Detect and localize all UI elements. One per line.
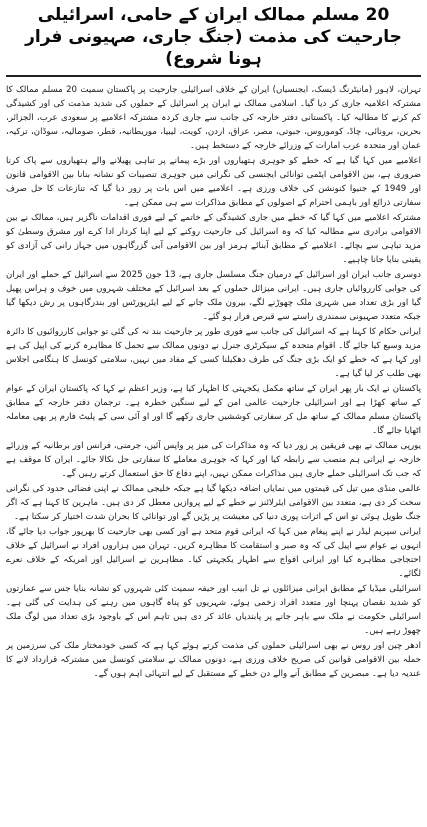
article-paragraph: اعلامیے میں کہا گیا ہے کہ خطے کو جوہری ہتھیاروں اور بڑے پیمانے پر تباہی پھیلانے والے ہتھیاروں سے پاک کرنا ضروری ہے، بین الاقوامی ایٹمی توانائی ایجنسی کی نگرانی میں جوہری تنصیبات کو نشانہ بنانا بین الاقوامی قانون اور 1949 کے جنیوا کنونشن کی خلاف ورزی ہے۔ اعلامیے میں اس بات پر زور دیا گیا کہ تنازعات کا حل صرف سفارتی ذرائع اور باہمی احترام کے اصولوں کے مطابق مذاکرات سے ہی ممکن ہے۔ [6,156,421,208]
article-paragraph: اسرائیلی میڈیا کے مطابق ایرانی میزائلوں نے تل ابیب اور حیفہ سمیت کئی شہروں کو نشانہ بنایا جس سے عمارتوں کو شدید نقصان پہنچا اور متعدد افراد زخمی ہوئے، شہریوں کو پناہ گاہوں میں رہنے کی ہدایت کی گئی ہے۔ اسرائیلی حکومت نے ملک سے باہر جانے پر پابندیاں عائد کر دی ہیں تاہم اس کے باوجود بڑی تعداد میں لوگ ملک چھوڑ رہے ہیں۔ [6,584,421,636]
article-paragraph: ادھر چین اور روس نے بھی اسرائیلی حملوں کی مذمت کرتے ہوئے کہا ہے کہ کسی خودمختار ملک کی سرزمین پر حملہ بین الاقوامی قوانین کی صریح خلاف ورزی ہے، دونوں ممالک نے سلامتی کونسل میں مشترکہ قرارداد لانے کا عندیہ دیا ہے۔ مبصرین کے مطابق آنے والے دن خطے کے مستقبل کے لیے انتہائی اہم ہوں گے۔ [6,641,421,679]
article-body [6,83,421,827]
article-paragraph: ایرانی حکام کا کہنا ہے کہ اسرائیل کی جانب سے فوری طور پر جارحیت بند نہ کی گئی تو جوابی کارروائیوں کا دائرہ مزید وسیع کیا جائے گا۔ اقوام متحدہ کے سیکرٹری جنرل نے دونوں ممالک سے تحمل کا مظاہرہ کرنے کی اپیل کی ہے اور کہا ہے کہ خطے کو ایک بڑی جنگ کی طرف دھکیلنا کسی کے مفاد میں نہیں، سلامتی کونسل کا ہنگامی اجلاس بھی طلب کر لیا گیا ہے۔ [6,327,421,379]
article-paragraph: دوسری جانب ایران اور اسرائیل کے درمیان جنگ مسلسل جاری ہے، 13 جون 2025 سے اسرائیل کے حملے اور ایران کی جوابی کارروائیاں جاری ہیں۔ ایرانی میزائل حملوں کے بعد اسرائیل کے مختلف شہروں میں خوف و ہراس پھیل گیا اور بڑی تعداد میں شہری ملک چھوڑنے لگے، بیرون ملک جانے کے لیے ایئرپورٹس اور بندرگاہوں پر رش دیکھا گیا جبکہ متعدد صہیونی سمندری راستے سے قبرص فرار ہو گئے۔ [6,270,421,322]
article-paragraph: پاکستان نے ایک بار پھر ایران کے ساتھ مکمل یکجہتی کا اظہار کیا ہے، وزیر اعظم نے کہا کہ پاکستان ایران کے عوام کے ساتھ کھڑا ہے اور اسرائیلی جارحیت عالمی امن کے لیے سنگین خطرہ ہے۔ ترجمان دفتر خارجہ کے مطابق پاکستان مسلم ممالک کے ساتھ مل کر سفارتی کوششیں جاری رکھے گا اور او آئی سی کے پلیٹ فارم پر بھی معاملہ اٹھایا جائے گا۔ [6,384,421,436]
article-paragraph: تہران، لاہور (مانیٹرنگ ڈیسک، ایجنسیاں) ایران کے خلاف اسرائیلی جارحیت پر پاکستان سمیت 20 مسلم ممالک کا مشترکہ اعلامیہ جاری کر دیا گیا۔ اسلامی ممالک نے ایران پر اسرائیل کے حملوں کی شدید مذمت کی اور کشیدگی کم کرنے کا مطالبہ کیا۔ پاکستانی دفتر خارجہ کی جانب سے جاری کردہ مشترکہ اعلامیے پر سعودی عرب، الجزائر، بحرین، برونائی، چاڈ، کوموروس، جبوتی، مصر، عراق، اردن، کویت، لیبیا، موریطانیہ، قطر، صومالیہ، سوڈان، ترکیہ، عمان اور متحدہ عرب امارات کے وزرائے خارجہ کے دستخط ہیں۔ [6,85,421,151]
article-paragraph: عالمی منڈی میں تیل کی قیمتوں میں نمایاں اضافہ دیکھا گیا ہے جبکہ خلیجی ممالک نے اپنی فضائی حدود کی نگرانی سخت کر دی ہے، متعدد بین الاقوامی ایئرلائنز نے خطے کے لیے پروازیں معطل کر دی ہیں۔ ماہرین کا کہنا ہے کہ اگر جنگ طویل ہوئی تو اس کے اثرات پوری دنیا کی معیشت پر پڑیں گے اور توانائی کا بحران شدت اختیار کر سکتا ہے۔ [6,484,421,522]
article-paragraph: ایرانی سپریم لیڈر نے اپنے پیغام میں کہا کہ ایرانی قوم متحد ہے اور کسی بھی جارحیت کا بھرپور جواب دیا جائے گا، انہوں نے عوام سے اپیل کی کہ وہ صبر و استقامت کا مظاہرہ کریں۔ تہران میں ہزاروں افراد نے اسرائیل کے خلاف احتجاجی مظاہرہ کیا اور ایرانی افواج سے اظہار یکجہتی کیا۔ مظاہرین نے اسرائیل اور امریکہ کے خلاف نعرے لگائے۔ [6,527,421,579]
article-paragraph: یورپی ممالک نے بھی فریقین پر زور دیا کہ وہ مذاکرات کی میز پر واپس آئیں، جرمنی، فرانس اور برطانیہ کے وزرائے خارجہ نے ایرانی ہم منصب سے رابطہ کیا اور کہا کہ جوہری معاملے کا سفارتی حل نکالا جائے۔ ایران کا موقف ہے کہ جب تک اسرائیلی حملے جاری ہیں مذاکرات ممکن نہیں، اپنے دفاع کا حق استعمال کرتے رہیں گے۔ [6,441,421,479]
article-headline: 20 مسلم ممالک ایران کے حامی، اسرائیلی جارحیت کی مذمت (جنگ جاری، صہیونی فرار ہونا شروع) [6,4,421,77]
article-paragraph: مشترکہ اعلامیے میں کہا گیا کہ خطے میں جاری کشیدگی کے خاتمے کے لیے فوری اقدامات ناگزیر ہیں، ممالک نے بین الاقوامی برادری سے مطالبہ کیا کہ وہ اسرائیل کی جارحیت روکنے کے لیے اپنا کردار ادا کرے اور مشرق وسطیٰ کو مزید تباہی سے بچائے۔ اعلامیے کے مطابق آبنائے ہرمز اور بین الاقوامی آبی گزرگاہوں میں جہاز رانی کی آزادی کو یقینی بنایا جانا چاہیے۔ [6,213,421,265]
